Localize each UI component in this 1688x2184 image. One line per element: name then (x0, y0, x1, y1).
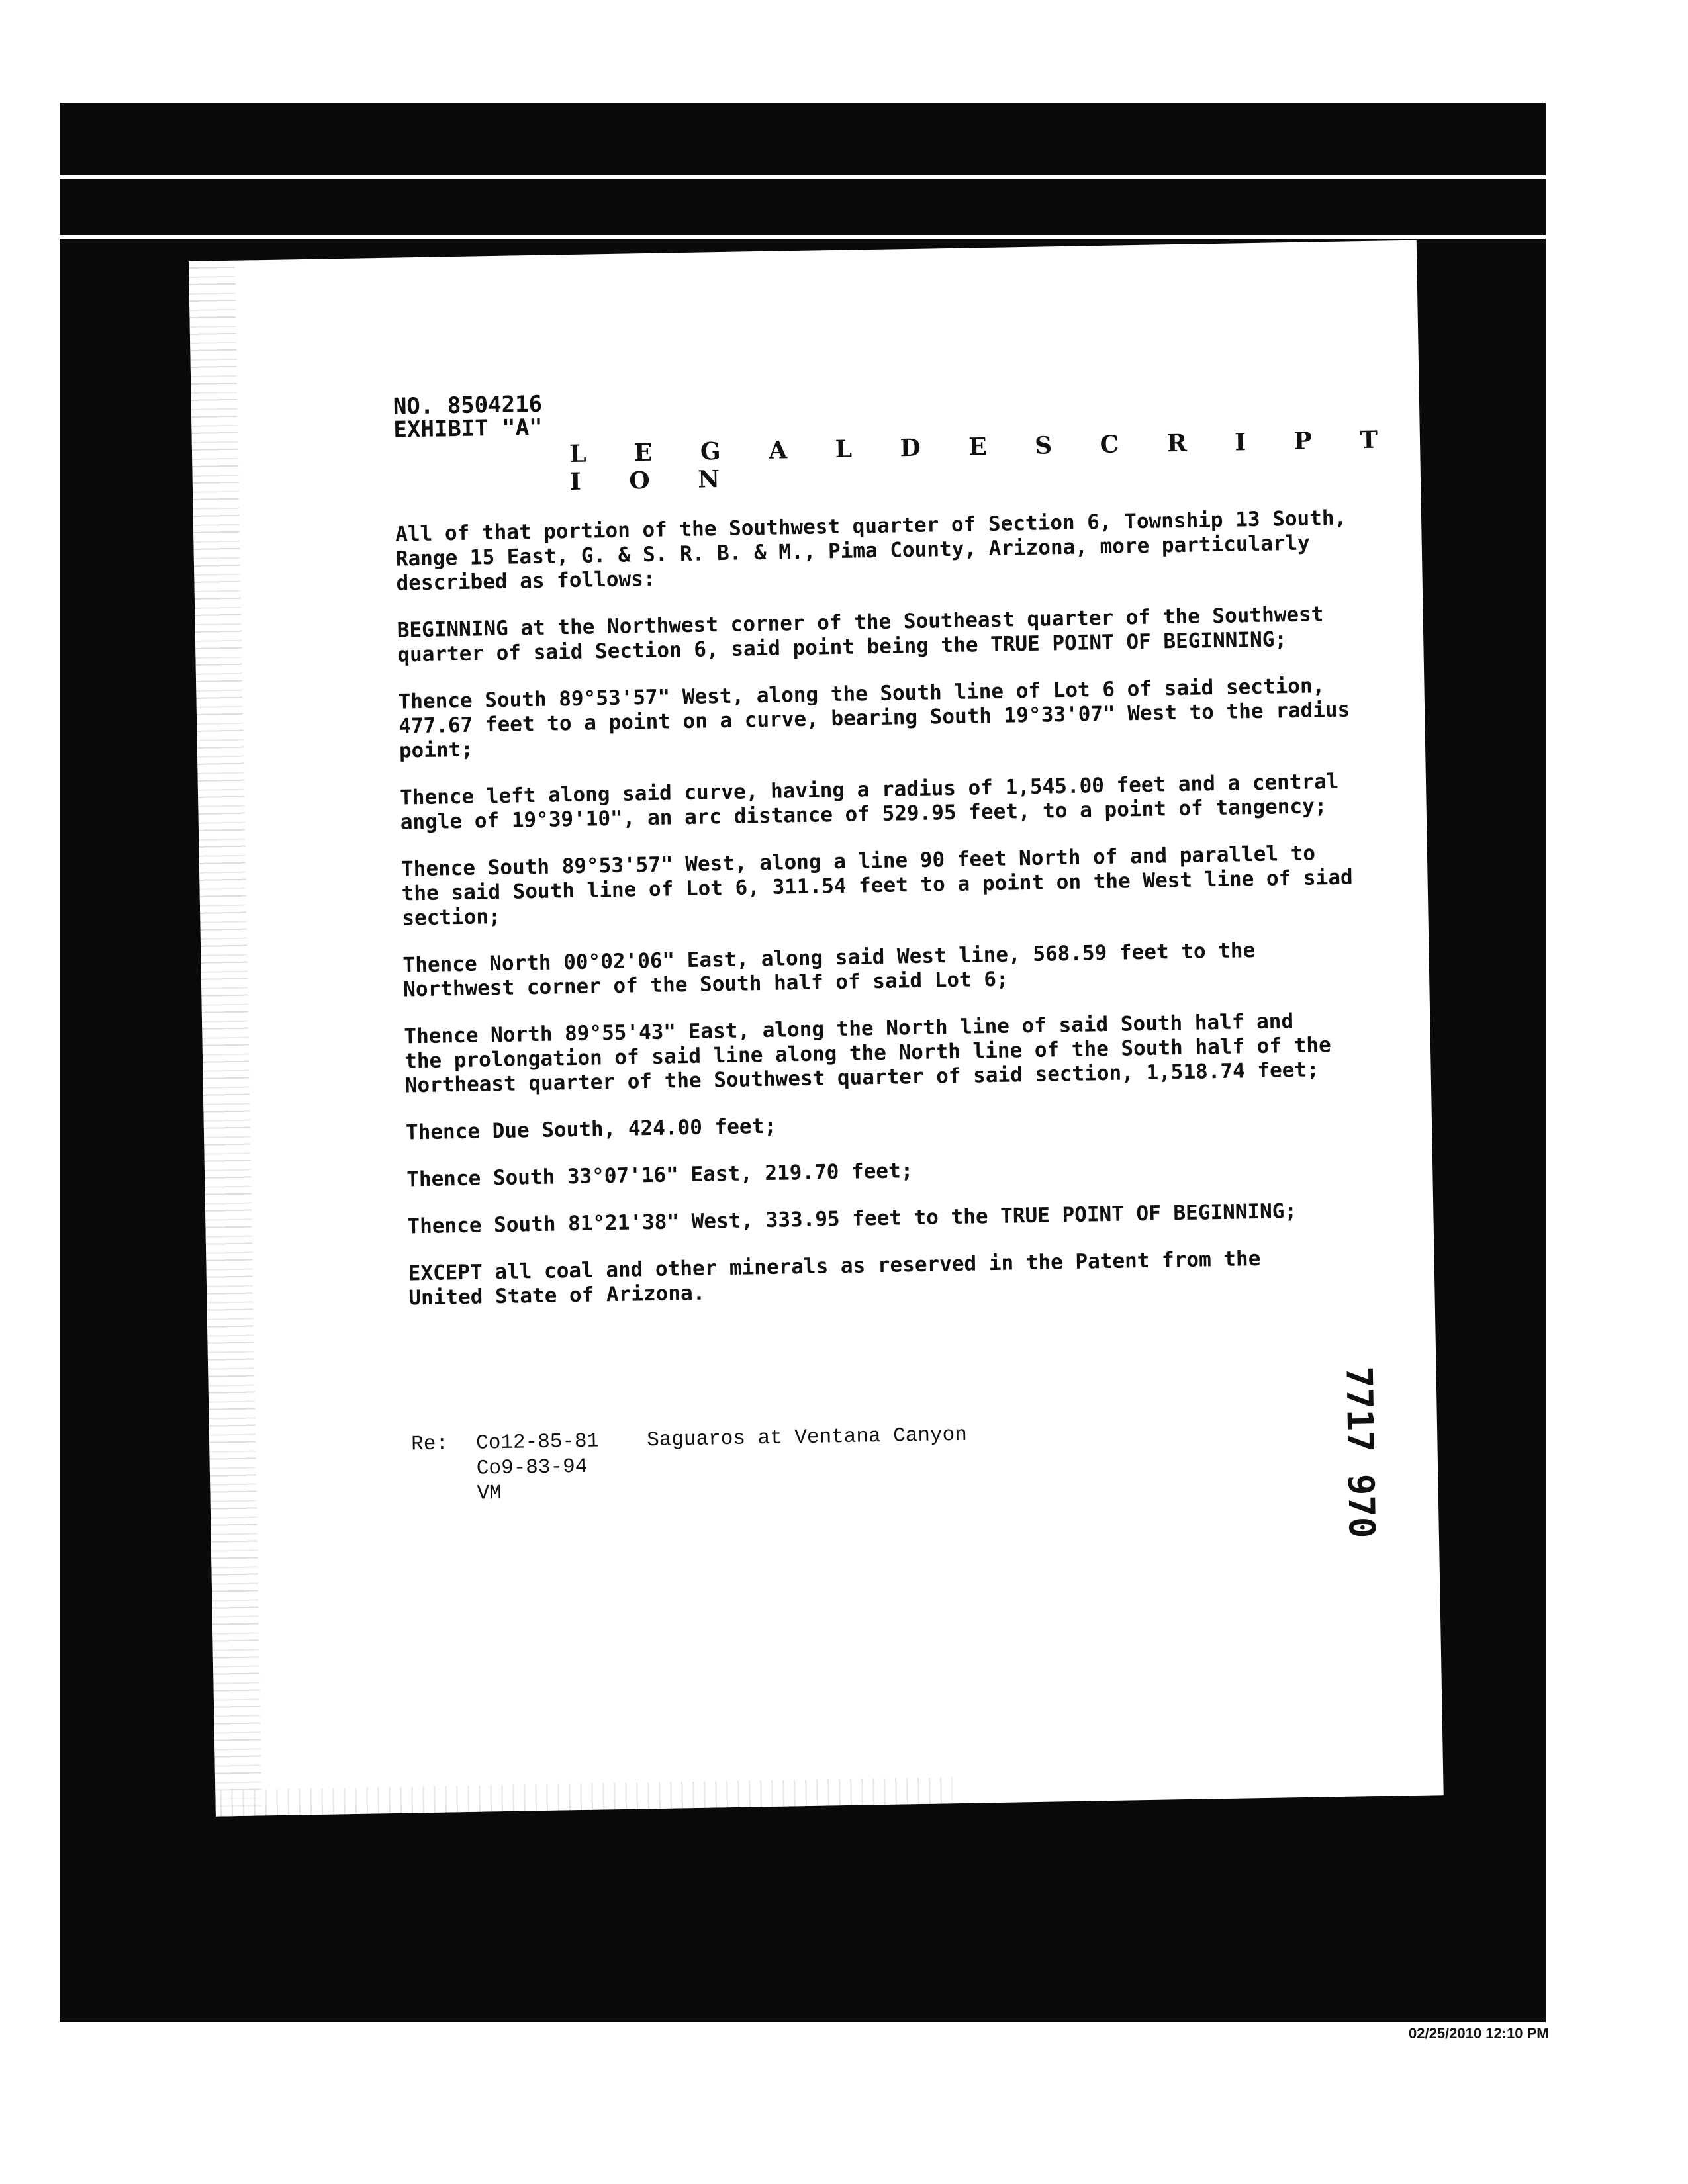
paragraph: Thence South 89°53'57" West, along a line 90 feet North of and parallel to the said South line of Lot 6, 311.54 feet to a point on the West line of siad section; (400, 841, 1353, 931)
reference-project: Saguaros at Ventana Canyon (646, 1423, 968, 1453)
paragraph: Thence North 89°55'43" East, along the North line of said South half and the prolongation of said line along the North line of the South half of the Northeast quarter of the Southwest quarter of said section, 1,518.74 feet; (404, 1009, 1332, 1098)
reference-label: Re: (410, 1432, 449, 1457)
reference-block (411, 1423, 968, 1508)
book-page-stamp: 7717 970 (1338, 1365, 1383, 1539)
page-title: L E G A L D E S C R I P T I O N (569, 426, 1398, 496)
legal-description-body (395, 506, 1369, 1333)
reference-code: Co9-83-94 (476, 1455, 588, 1480)
paragraph: Thence South 89°53'57" West, along the South line of Lot 6 of said section, 477.67 feet to a point on a curve, bearing South 19°33'07" West to the radius point; (398, 674, 1350, 763)
reference-code: VM (477, 1482, 502, 1506)
paragraph: EXCEPT all coal and other minerals as reserved in the Patent from the United State of Arizona. (408, 1246, 1261, 1310)
exhibit-label: EXHIBIT "A" (393, 414, 543, 443)
paragraph: Thence left along said curve, having a radius of 1,545.00 feet and a central angle of 19°39'10", an arc distance of 529.95 feet, to a point of tangency; (399, 769, 1339, 835)
reference-code: Co12-85-81 (475, 1430, 600, 1455)
paragraph: All of that portion of the Southwest quarter of Section 6, Township 13 South, Range 15 East, G. & S. R. B. & M., Pima County, Arizona, more particularly described as follows: (395, 506, 1347, 596)
paragraph: Thence South 33°07'16" East, 219.70 feet; (406, 1159, 914, 1192)
paragraph: Thence Due South, 424.00 feet; (405, 1114, 777, 1145)
paragraph: Thence South 81°21'38" West, 333.95 feet to the TRUE POINT OF BEGINNING; (407, 1199, 1297, 1239)
paragraph: Thence North 00°02'06" East, along said West line, 568.59 feet to the Northwest corner of the South half of said Lot 6; (402, 938, 1256, 1002)
scan-band-line (60, 175, 1546, 179)
scan-band-line (60, 235, 1546, 239)
document-page (189, 240, 1444, 1817)
document-number: NO. 8504216 (393, 390, 543, 420)
timestamp: 02/25/2010 12:10 PM (1409, 2025, 1549, 2042)
paragraph: BEGINNING at the Northwest corner of the Southeast quarter of the Southwest quarter of said Section 6, said point being the TRUE POINT OF BEGINNING; (397, 602, 1324, 667)
